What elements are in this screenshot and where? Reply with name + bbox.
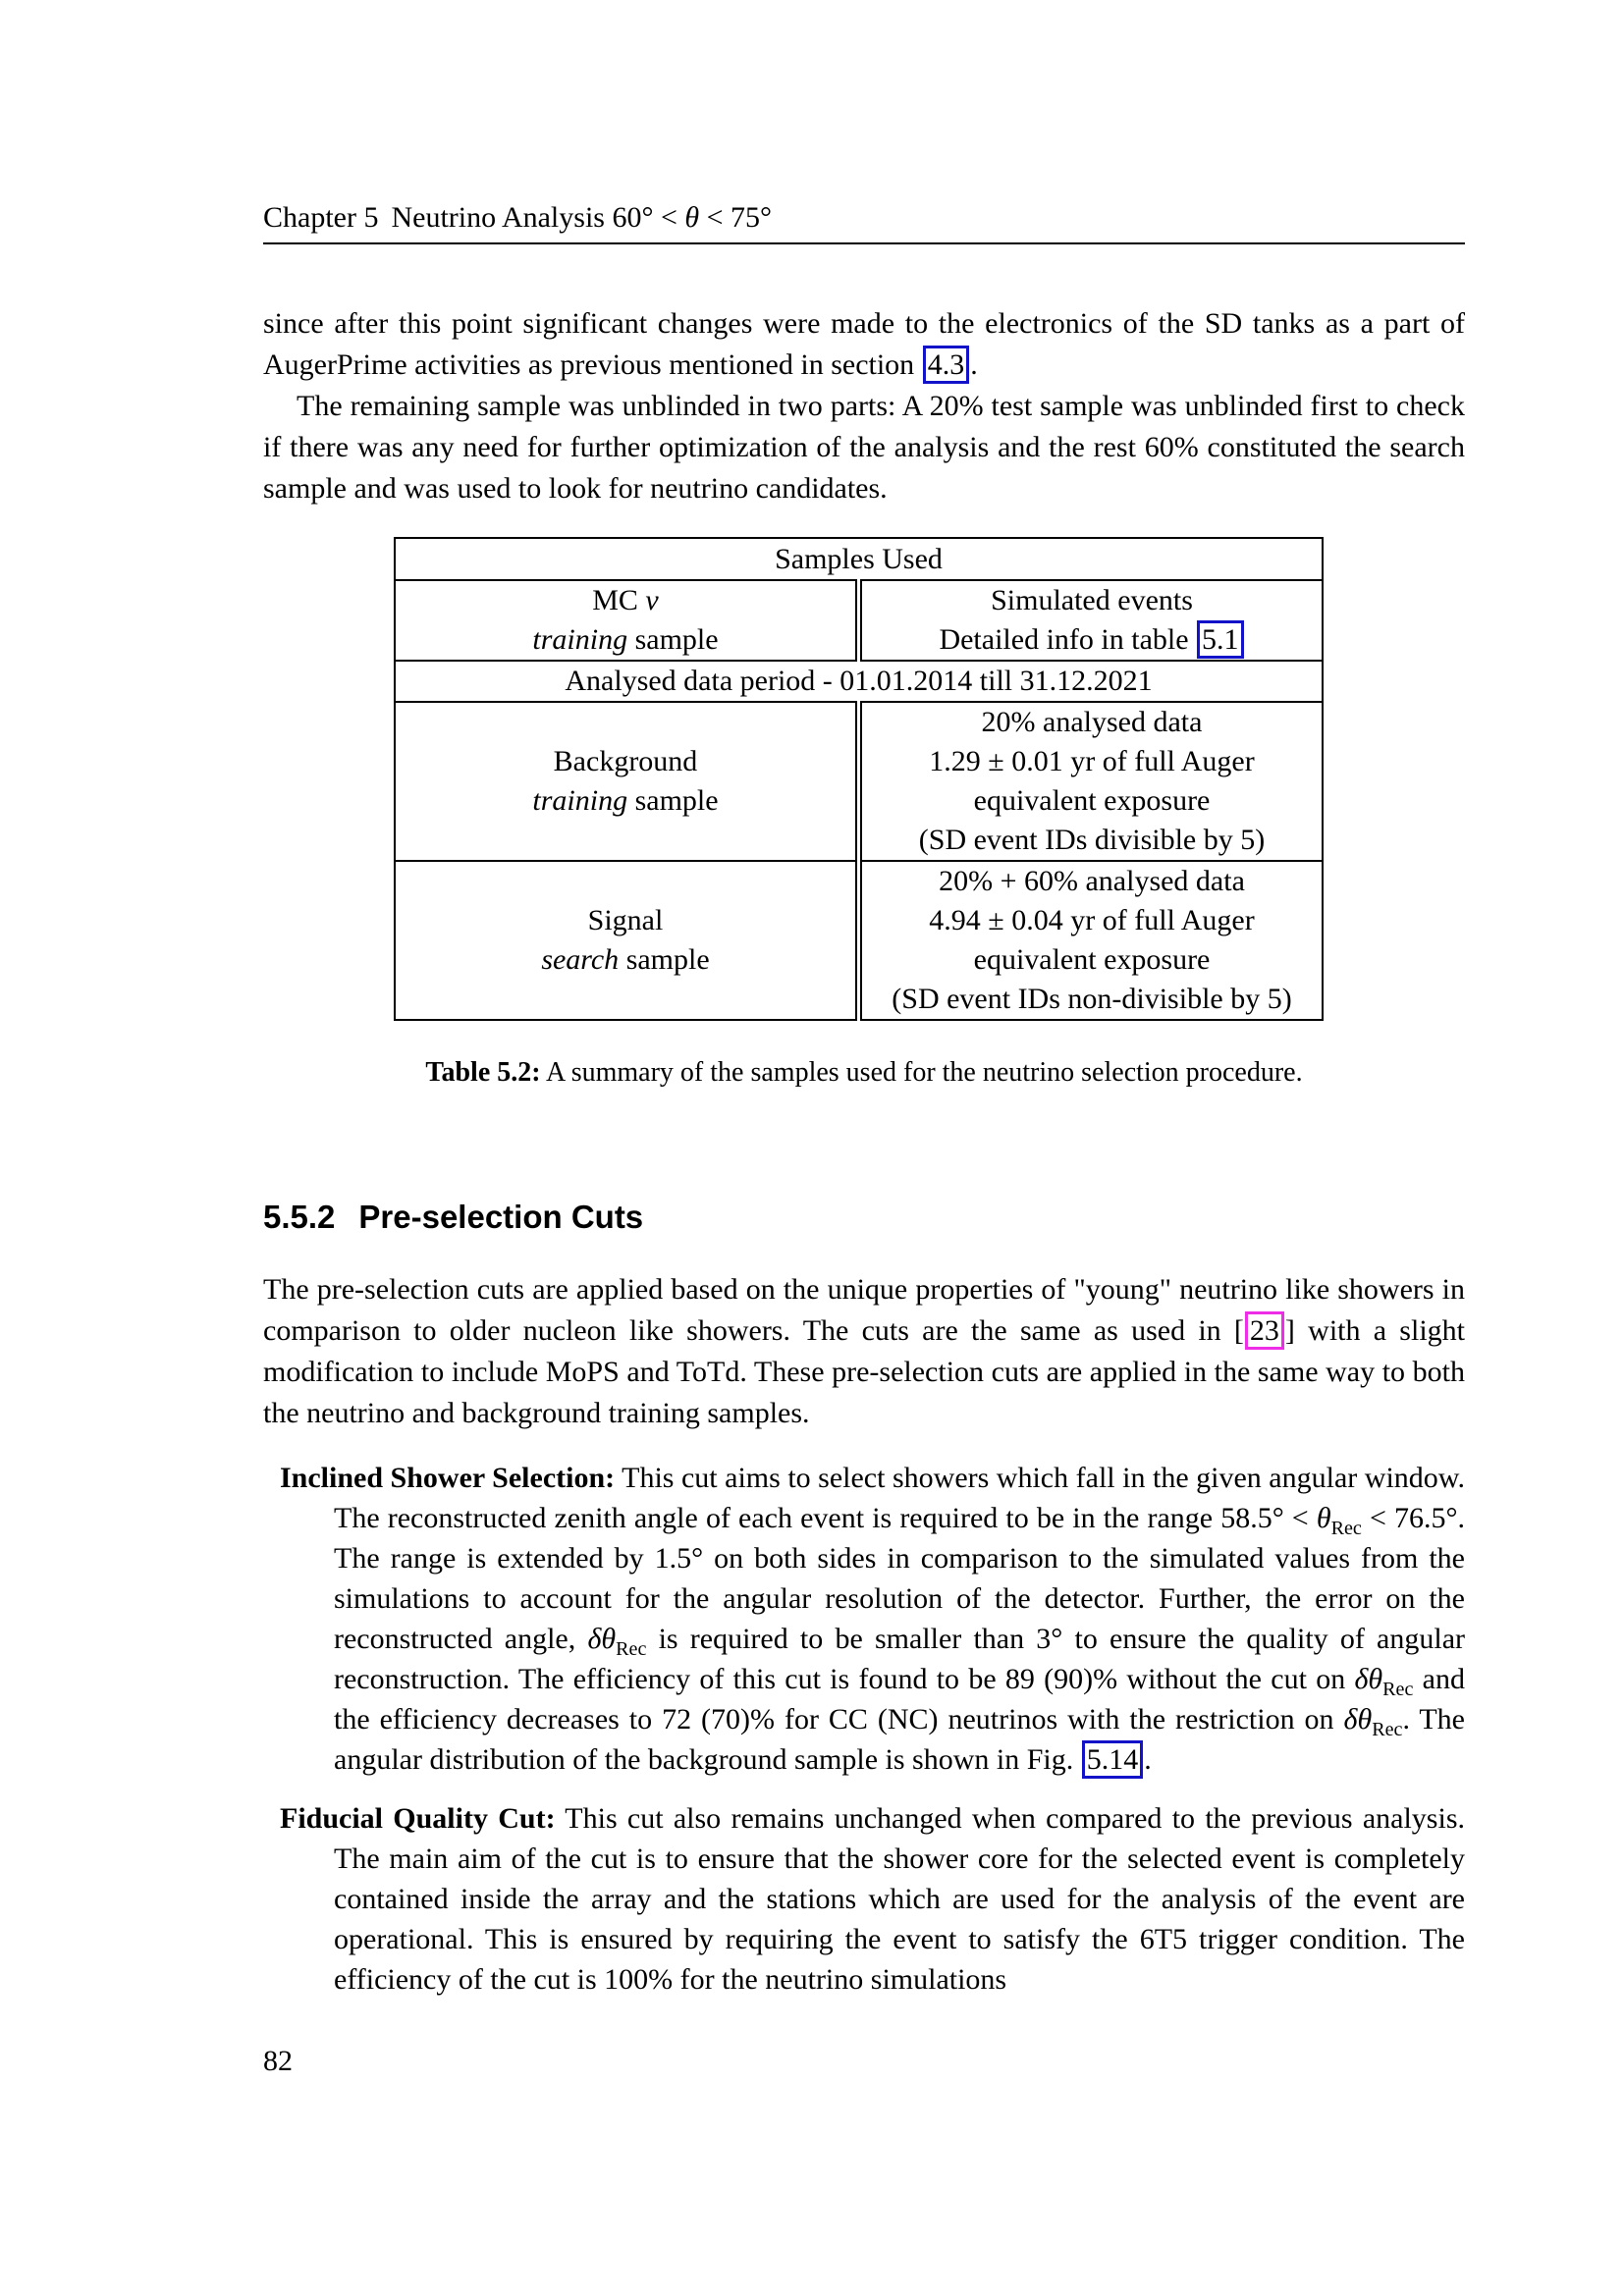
cell-line [402, 742, 849, 781]
table-row-signal [395, 861, 1323, 1020]
cell-line [402, 620, 849, 660]
table-row-mc-training [395, 580, 1323, 661]
text-segment: is required to be smaller than 3° to ensure the quality of angular reconstruction. The efficiency of this cut is found to be 89 (90)% without the cut on [334, 1623, 1465, 1695]
text-segment: training [532, 784, 628, 817]
text-segment: θ [684, 201, 700, 234]
text-segment: Analysed data period - 01.01.2014 till 31.12.2021 [565, 665, 1153, 697]
text-segment: A summary of the samples used for the neutrino selection procedure. [540, 1057, 1303, 1088]
text-segment: 4.94 ± 0.04 yr of full Auger equivalent exposure [929, 904, 1255, 976]
paragraph-preselection-intro [263, 1269, 1465, 1434]
text-segment: sample [627, 784, 719, 817]
text-segment: (SD event IDs non-divisible by 5) [892, 983, 1292, 1015]
period-cell [395, 661, 1323, 702]
background-value-cell [859, 702, 1324, 861]
text-segment: ] with a slight modification to include MoPS and ToTd. These pre-selection cuts are applied in the same way to both the neutrino and background training samples. [263, 1314, 1465, 1429]
cut-item-body [334, 1462, 1465, 1776]
text-segment: δθ [587, 1623, 617, 1655]
cell-line [402, 940, 849, 980]
cell-line [868, 980, 1316, 1019]
text-segment: Signal [587, 904, 664, 936]
ref-link[interactable]: 4.3 [923, 346, 970, 384]
cell-line [868, 901, 1316, 980]
ref-link[interactable]: 5.14 [1082, 1740, 1144, 1779]
cell-line [402, 901, 849, 940]
text-segment: δθ [1343, 1703, 1373, 1735]
text-segment: δθ [1354, 1663, 1383, 1695]
table-title-cell: Samples Used [395, 538, 1323, 580]
running-header [263, 0, 1465, 244]
text-segment: since after this point significant changes were made to the electronics of the SD tanks as a part of AugerPrime activities as previous mentioned in section [263, 307, 1465, 381]
cut-list [263, 1458, 1465, 2000]
text-segment: 1.29 ± 0.01 yr of full Auger equivalent exposure [929, 745, 1255, 817]
text-segment: Detailed info in table [939, 623, 1197, 656]
cell-line [868, 581, 1316, 620]
text-segment: . [1144, 1743, 1152, 1776]
cell-line [868, 742, 1316, 821]
list-item-fiducial-quality-cut [263, 1798, 1465, 2000]
text-segment: The remaining sample was unblinded in two parts: A 20% test sample was unblinded first to check if there was any need for further optimization of the analysis and the rest 60% constituted the search sample and was used to look for neutrino candidates. [263, 390, 1465, 505]
paragraph-unblinding [263, 386, 1465, 509]
cell-line [402, 581, 849, 620]
text-segment: search [541, 943, 620, 976]
table-row-background [395, 702, 1323, 861]
text-segment: 20% + 60% analysed data [939, 865, 1245, 897]
text-segment: . The angular distribution of the background sample is shown in Fig. [334, 1703, 1465, 1776]
section-number: 5.5.2 [263, 1199, 336, 1235]
section-title: Pre-selection Cuts [358, 1199, 644, 1235]
text-segment: This cut aims to select showers which fall in the given angular window. The reconstructed zenith angle of each event is required to be in the range 58.5° < [334, 1462, 1465, 1534]
background-label-cell [395, 702, 859, 861]
cell-line [868, 821, 1316, 860]
text-segment: Rec [1330, 1518, 1362, 1539]
section-heading [263, 1198, 1465, 1237]
text-segment: The pre-selection cuts are applied based on the unique properties of "young" neutrino like showers in comparison to older nucleon like showers. The cuts are the same as used in [ [263, 1273, 1465, 1347]
page-number: 82 [263, 2045, 293, 2077]
cell-line [868, 620, 1316, 660]
text-segment: ν [645, 584, 659, 616]
ref-link[interactable]: 23 [1245, 1311, 1284, 1350]
mc-training-value-cell [859, 580, 1324, 661]
mc-training-label-cell [395, 580, 859, 661]
signal-value-cell [859, 861, 1324, 1020]
text-segment: Background [553, 745, 698, 777]
table-row-period [395, 661, 1323, 702]
text-segment: Table 5.2: [425, 1057, 541, 1088]
text-segment: Rec [1372, 1719, 1403, 1740]
text-segment: This cut also remains unchanged when compared to the previous analysis. The main aim of the cut is to ensure that the shower core for the selected event is completely contained inside the array and the stations which are used for the analysis of the event are operational. This is ensured by requiring the event to satisfy the 6T5 trigger condition. The efficiency of the cut is 100% for the neutrino simulations [334, 1802, 1465, 1996]
text-segment: training [532, 623, 628, 656]
cut-item-label: Fiducial Quality Cut: [280, 1802, 556, 1835]
table-row-title [395, 538, 1323, 580]
text-segment: < 75° [699, 201, 773, 234]
paragraph-augerprime [263, 303, 1465, 386]
text-segment: and the efficiency decreases to 72 (70)% for CC (NC) neutrinos with the restriction on [334, 1663, 1465, 1735]
text-segment: Neutrino Analysis 60° < [391, 201, 685, 234]
text-segment: . [970, 348, 978, 381]
text-segment: sample [627, 623, 719, 656]
text-segment: < 76.5°. The range is extended by 1.5° on both sides in comparison to the simulated values from the simulations to account for the angular resolution of the detector. Further, the error on the reconstructed angle, [334, 1502, 1466, 1655]
text-segment: 20% analysed data [981, 706, 1203, 738]
table-caption [263, 1056, 1465, 1090]
text-segment: Chapter 5 [263, 201, 379, 234]
text-segment: Simulated events [991, 584, 1193, 616]
text-segment: Rec [616, 1638, 647, 1660]
cell-line [868, 703, 1316, 742]
text-segment: MC [592, 584, 646, 616]
signal-label-cell [395, 861, 859, 1020]
chapter-header-text [263, 201, 772, 234]
cell-line [402, 781, 849, 821]
cut-item-label: Inclined Shower Selection: [280, 1462, 616, 1494]
samples-table [394, 537, 1324, 1021]
text-segment: sample [619, 943, 710, 976]
text-segment: θ [1316, 1502, 1331, 1534]
text-segment: (SD event IDs divisible by 5) [918, 824, 1266, 856]
list-item-inclined-shower-selection [263, 1458, 1465, 1780]
cell-line [868, 862, 1316, 901]
text-segment: Rec [1382, 1679, 1414, 1700]
ref-link[interactable]: 5.1 [1197, 620, 1244, 659]
